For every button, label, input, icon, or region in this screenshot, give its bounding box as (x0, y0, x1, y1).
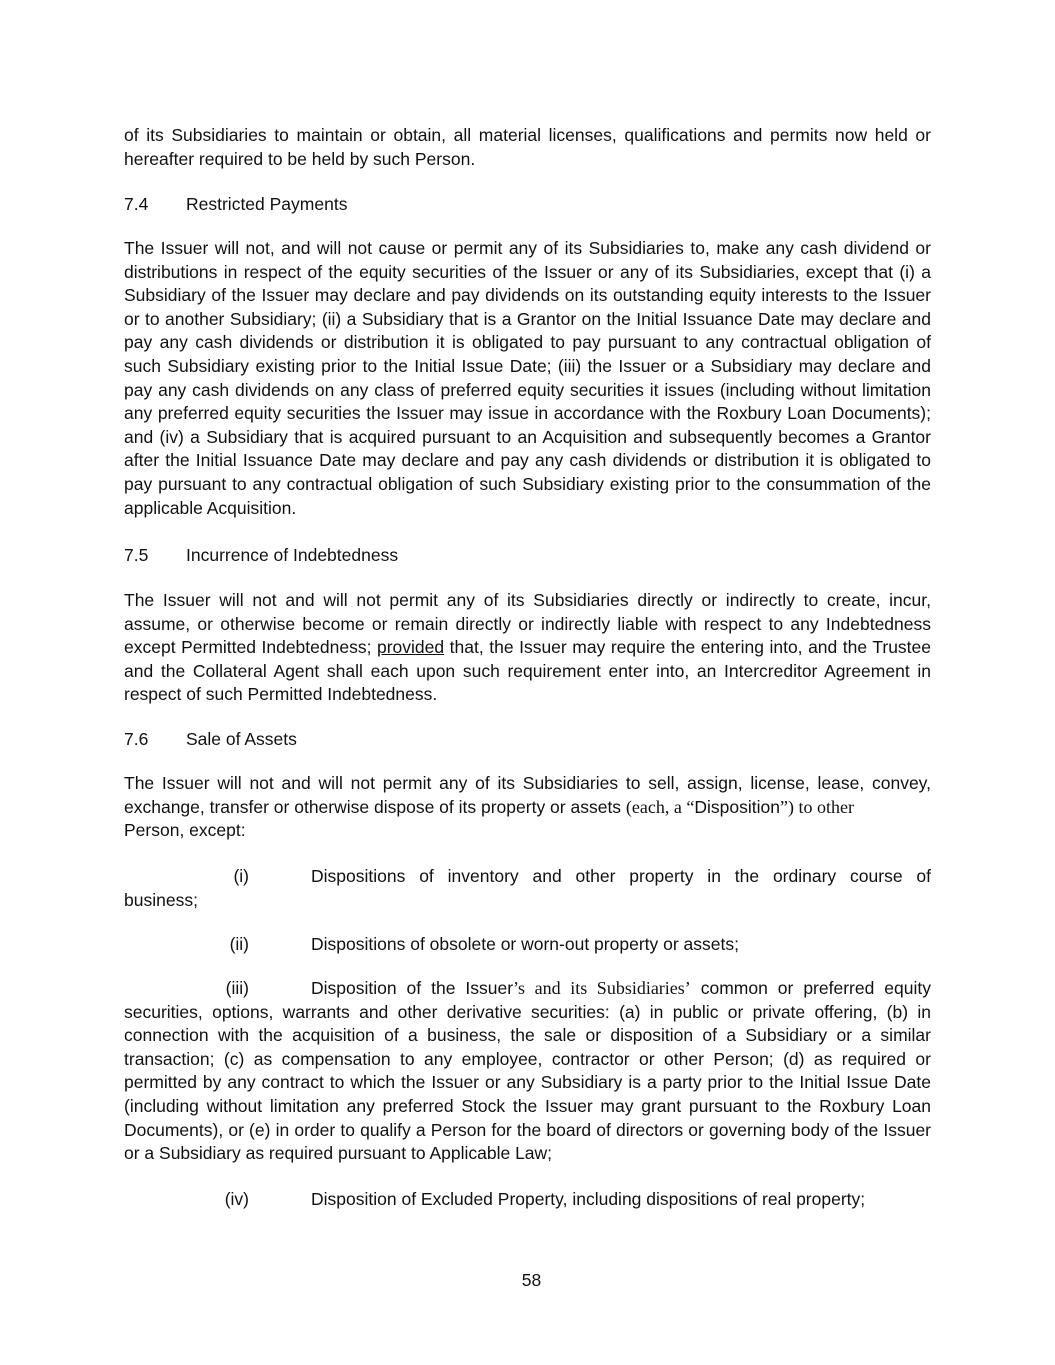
body-text: The Issuer will not and will not permit any of its Subsidiaries to sell, assign, license, lease, convey, exchange, transfer or otherwise dispose of its property or assets (124, 773, 931, 817)
list-item-text: Disposition of Excluded Property, including dispositions of real property; (311, 1189, 866, 1209)
continuation-paragraph: of its Subsidiaries to maintain or obtain, all material licenses, qualifications and permits now held or hereafter required to be held by such Person. (124, 125, 931, 169)
section-heading-incurrence-of-indebtedness (124, 544, 398, 568)
page-number: 58 (521, 1270, 542, 1290)
section-title: Restricted Payments (186, 194, 348, 214)
list-item-iv (124, 1188, 931, 1212)
item-text: Disposition of the Issuer (311, 978, 514, 998)
body-text: The Issuer will not and will not permit any of its Subsidiaries directly or indirectly to create, incur, assume, or otherwise become or remain directly or indirectly liable with respect to any Indebtedness except Permitted Indebtedness; (124, 590, 931, 658)
section-body-restricted-payments: The Issuer will not, and will not cause or permit any of its Subsidiaries to, make any cash dividend or distributions in respect of the equity securities of the Issuer or any of its Subsidiaries, except that (i) a Subsidiary of the Issuer may declare and pay dividends on its outstanding equity interests to the Issuer or to another Subsidiary; (ii) a Subsidiary that is a Grantor on the Initial Issuance Date may declare and pay any cash dividends or distribution it is obligated to pay pursuant to any contractual obligation of such Subsidiary existing prior to the Initial Issue Date; (iii) the Issuer or a Subsidiary may declare and pay any cash dividends on any class of preferred equity securities it issues (including without limitation any preferred equity securities the Issuer may issue in accordance with the Roxbury Loan Documents); and (iv) a Subsidiary that is acquired pursuant to an Acquisition and subsequently becomes a Grantor after the Initial Issuance Date may declare and pay any cash dividends or distribution it is obligated to pay pursuant to any contractual obligation of such Subsidiary existing prior to the consummation of the applicable Acquisition. (124, 238, 931, 518)
section-number: 7.6 (124, 729, 149, 749)
list-item-continuation: business; (124, 889, 198, 910)
body-text: Person, except: (124, 820, 246, 841)
section-number: 7.4 (124, 194, 149, 214)
section-title: Incurrence of Indebtedness (186, 545, 399, 565)
section-body-incurrence-of-indebtedness (124, 589, 931, 707)
section-heading-sale-of-assets (124, 728, 297, 752)
body-text-serif: ”) to other (779, 796, 854, 817)
disposition-term: Disposition (694, 796, 780, 817)
list-item-label: (i) (233, 866, 249, 886)
item-text-serif: ’s and its Subsidiaries’ (513, 978, 691, 998)
list-item-text (311, 977, 931, 1001)
body-text-serif: (each, a “ (625, 796, 695, 817)
list-item-iii (124, 977, 931, 1166)
list-item-label: (iv) (224, 1189, 249, 1209)
list-item-continuation: securities, options, warrants and other derivative securities: (a) in public or private offering, (b) in connection with the acquisition of a business, the sale or disposition of a Subsidiary or a similar transaction; (c) as compensation to any employee, contractor or other Person; (d) as required or permitted by any contract to which the Issuer or any Subsidiary is a party prior to the Initial Issue Date (including without limitation any preferred Stock the Issuer may grant pursuant to the Roxbury Loan Documents), or (e) in order to qualify a Person for the board of directors or governing body of the Issuer or a Subsidiary as required pursuant to Applicable Law; (124, 1001, 931, 1164)
section-title: Sale of Assets (186, 729, 297, 749)
section-heading-restricted-payments (124, 193, 347, 217)
list-item-ii (124, 933, 931, 957)
list-item-text: Dispositions of obsolete or worn-out property or assets; (311, 934, 739, 954)
list-item-label: (ii) (229, 934, 249, 954)
list-item-label: (iii) (225, 978, 249, 998)
body-text: that, the Issuer may require the entering into, and the Trustee and the Collateral Agent shall each upon such requirement enter into, an Intercreditor Agreement in respect of such Permitted Indebtedness. (124, 637, 932, 705)
section-number: 7.5 (124, 545, 149, 565)
provided-term: provided (376, 637, 445, 658)
item-text: common or preferred equity (690, 978, 931, 998)
list-item-i (124, 865, 931, 912)
list-item-text: Dispositions of inventory and other property in the ordinary course of (311, 866, 931, 886)
section-body-sale-of-assets (124, 772, 931, 843)
